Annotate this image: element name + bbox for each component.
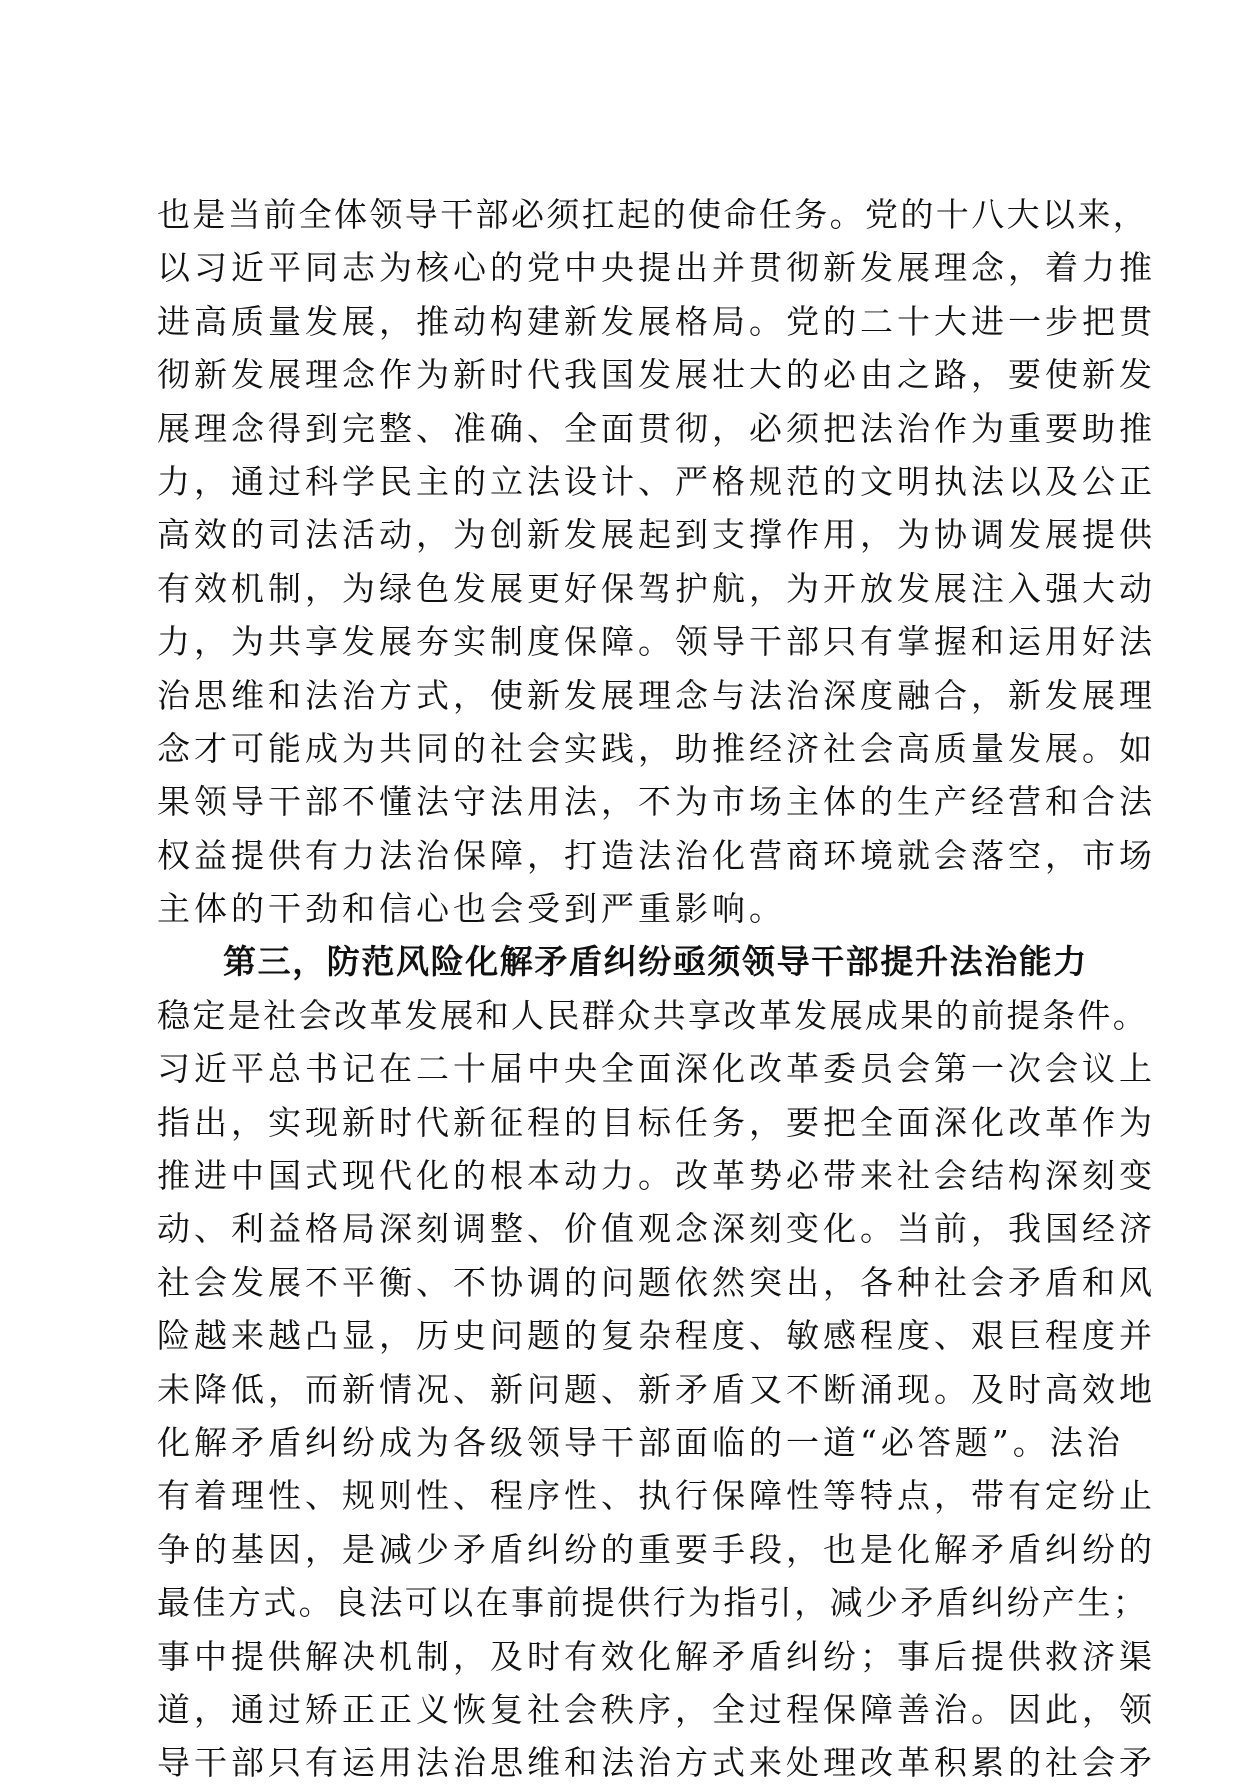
text-line: 险越来越凸显，历史问题的复杂程度、敏感程度、艰巨程度并 xyxy=(157,1316,1156,1356)
text-line: 有效机制，为绿色发展更好保驾护航，为开放发展注入强大动 xyxy=(157,568,1156,608)
text-line: 进高质量发展，推动构建新发展格局。党的二十大进一步把贯 xyxy=(157,301,1156,341)
text-line: 推进中国式现代化的根本动力。改革势必带来社会结构深刻变 xyxy=(157,1156,1156,1196)
text-line: 动、利益格局深刻调整、价值观念深刻变化。当前，我国经济 xyxy=(157,1209,1156,1249)
text-line: 习近平总书记在二十届中央全面深化改革委员会第一次会议上 xyxy=(157,1049,1156,1089)
text-line: 高效的司法活动，为创新发展起到支撑作用，为协调发展提供 xyxy=(157,515,1156,555)
text-line: 指出，实现新时代新征程的目标任务，要把全面深化改革作为 xyxy=(157,1102,1156,1142)
text-line: 稳定是社会改革发展和人民群众共享改革发展成果的前提条件。 xyxy=(157,995,1149,1035)
text-line: 念才可能成为共同的社会实践，助推经济社会高质量发展。如 xyxy=(157,728,1156,768)
text-line: 事中提供解决机制，及时有效化解矛盾纠纷；事后提供救济渠 xyxy=(157,1636,1156,1676)
text-line: 也是当前全体领导干部必须扛起的使命任务。党的十八大以来， xyxy=(157,195,1149,234)
text-line: 力，通过科学民主的立法设计、严格规范的文明执法以及公正 xyxy=(157,461,1156,501)
text-line: 主体的干劲和信心也会受到严重影响。 xyxy=(157,889,786,929)
text-line: 彻新发展理念作为新时代我国发展壮大的必由之路，要使新发 xyxy=(157,355,1156,395)
section-heading: 第三，防范风险化解矛盾纠纷亟须领导干部提升法治能力 xyxy=(223,942,1088,982)
text-line: 导干部只有运用法治思维和法治方式来处理改革积累的社会矛 xyxy=(157,1743,1156,1783)
text-line: 争的基因，是减少矛盾纠纷的重要手段，也是化解矛盾纠纷的 xyxy=(157,1529,1156,1569)
document-page xyxy=(157,188,1156,1790)
text-line: 最佳方式。良法可以在事前提供行为指引，减少矛盾纠纷产生； xyxy=(157,1583,1149,1623)
text-line: 有着理性、规则性、程序性、执行保障性等特点，带有定纷止 xyxy=(157,1476,1156,1516)
text-line: 以习近平同志为核心的党中央提出并贯彻新发展理念，着力推 xyxy=(157,248,1156,288)
text-line: 果领导干部不懂法守法用法，不为市场主体的生产经营和合法 xyxy=(157,782,1156,822)
text-line: 力，为共享发展夯实制度保障。领导干部只有掌握和运用好法 xyxy=(157,622,1156,662)
paragraph-1 xyxy=(157,188,1156,935)
text-line: 展理念得到完整、准确、全面贯彻，必须把法治作为重要助推 xyxy=(157,408,1156,448)
text-line: 权益提供有力法治保障，打造法治化营商环境就会落空，市场 xyxy=(157,835,1156,875)
text-line: 治思维和法治方式，使新发展理念与法治深度融合，新发展理 xyxy=(157,675,1156,715)
text-line: 化解矛盾纠纷成为各级领导干部面临的一道“必答题”。法治 xyxy=(157,1422,1124,1462)
paragraph-2 xyxy=(157,989,1156,1790)
text-line: 未降低，而新情况、新问题、新矛盾又不断涌现。及时高效地 xyxy=(157,1369,1156,1409)
text-line: 社会发展不平衡、不协调的问题依然突出，各种社会矛盾和风 xyxy=(157,1262,1156,1302)
text-line: 道，通过矫正正义恢复社会秩序，全过程保障善治。因此，领 xyxy=(157,1689,1156,1729)
